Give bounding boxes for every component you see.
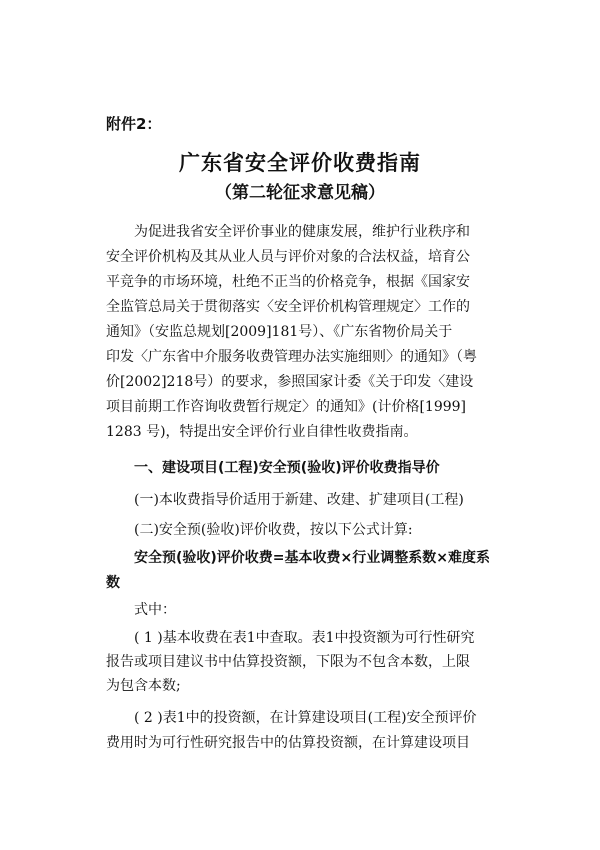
formula-line: 数 xyxy=(106,575,120,591)
intro-line: 安全评价机构及其从业人员与评价对象的合法权益，培育公 xyxy=(106,249,470,265)
item-one: (一)本收费指导价适用于新建、改建、扩建项目(工程) xyxy=(134,492,464,508)
item-two: (二)安全预(验收)评价收费，按以下公式计算: xyxy=(134,522,413,538)
note-line: 费用时为可行性研究报告中的估算投资额，在计算建设项目 xyxy=(106,735,470,751)
intro-line: 为促进我省安全评价事业的健康发展，维护行业秩序和 xyxy=(134,224,470,240)
section-heading: 一、建设项目(工程)安全预(验收)评价收费指导价 xyxy=(134,460,440,476)
note-line: ( 2 )表1中的投资额，在计算建设项目(工程)安全预评价 xyxy=(134,710,477,726)
attachment-label: 附件2： xyxy=(106,115,162,133)
intro-line: 印发〈广东省中介服务收费管理办法实施细则〉的通知》（粤 xyxy=(106,349,477,365)
note-line: 为包含本数; xyxy=(106,678,181,694)
intro-line: 通知》（安监总规划[2009]181号）、《广东省物价局关于 xyxy=(106,324,453,340)
intro-line: 1283 号)，特提出安全评价行业自律性收费指南。 xyxy=(106,424,418,440)
note-line: 报告或项目建议书中估算投资额，下限为不包含本数，上限 xyxy=(106,654,470,670)
intro-line: 全监管总局关于贯彻落实〈安全评价机构管理规定〉工作的 xyxy=(106,299,470,315)
intro-line: 平竞争的市场环境，杜绝不正当的价格竞争，根据《国家安 xyxy=(106,274,470,290)
intro-line: 项目前期工作咨询收费暂行规定〉的通知》(计价格[1999] xyxy=(106,399,467,415)
document-subtitle: （第二轮征求意见稿） xyxy=(215,183,385,203)
document-title: 广东省安全评价收费指南 xyxy=(179,151,421,175)
note-line: ( 1 )基本收费在表1中查取。表1中投资额为可行性研究 xyxy=(134,630,475,646)
formula-line: 安全预(验收)评价收费=基本收费×行业调整系数×难度系 xyxy=(134,550,490,566)
intro-line: 价[2002]218号）的要求，参照国家计委《关于印发〈建设 xyxy=(106,374,474,390)
where-label: 式中： xyxy=(134,602,176,618)
